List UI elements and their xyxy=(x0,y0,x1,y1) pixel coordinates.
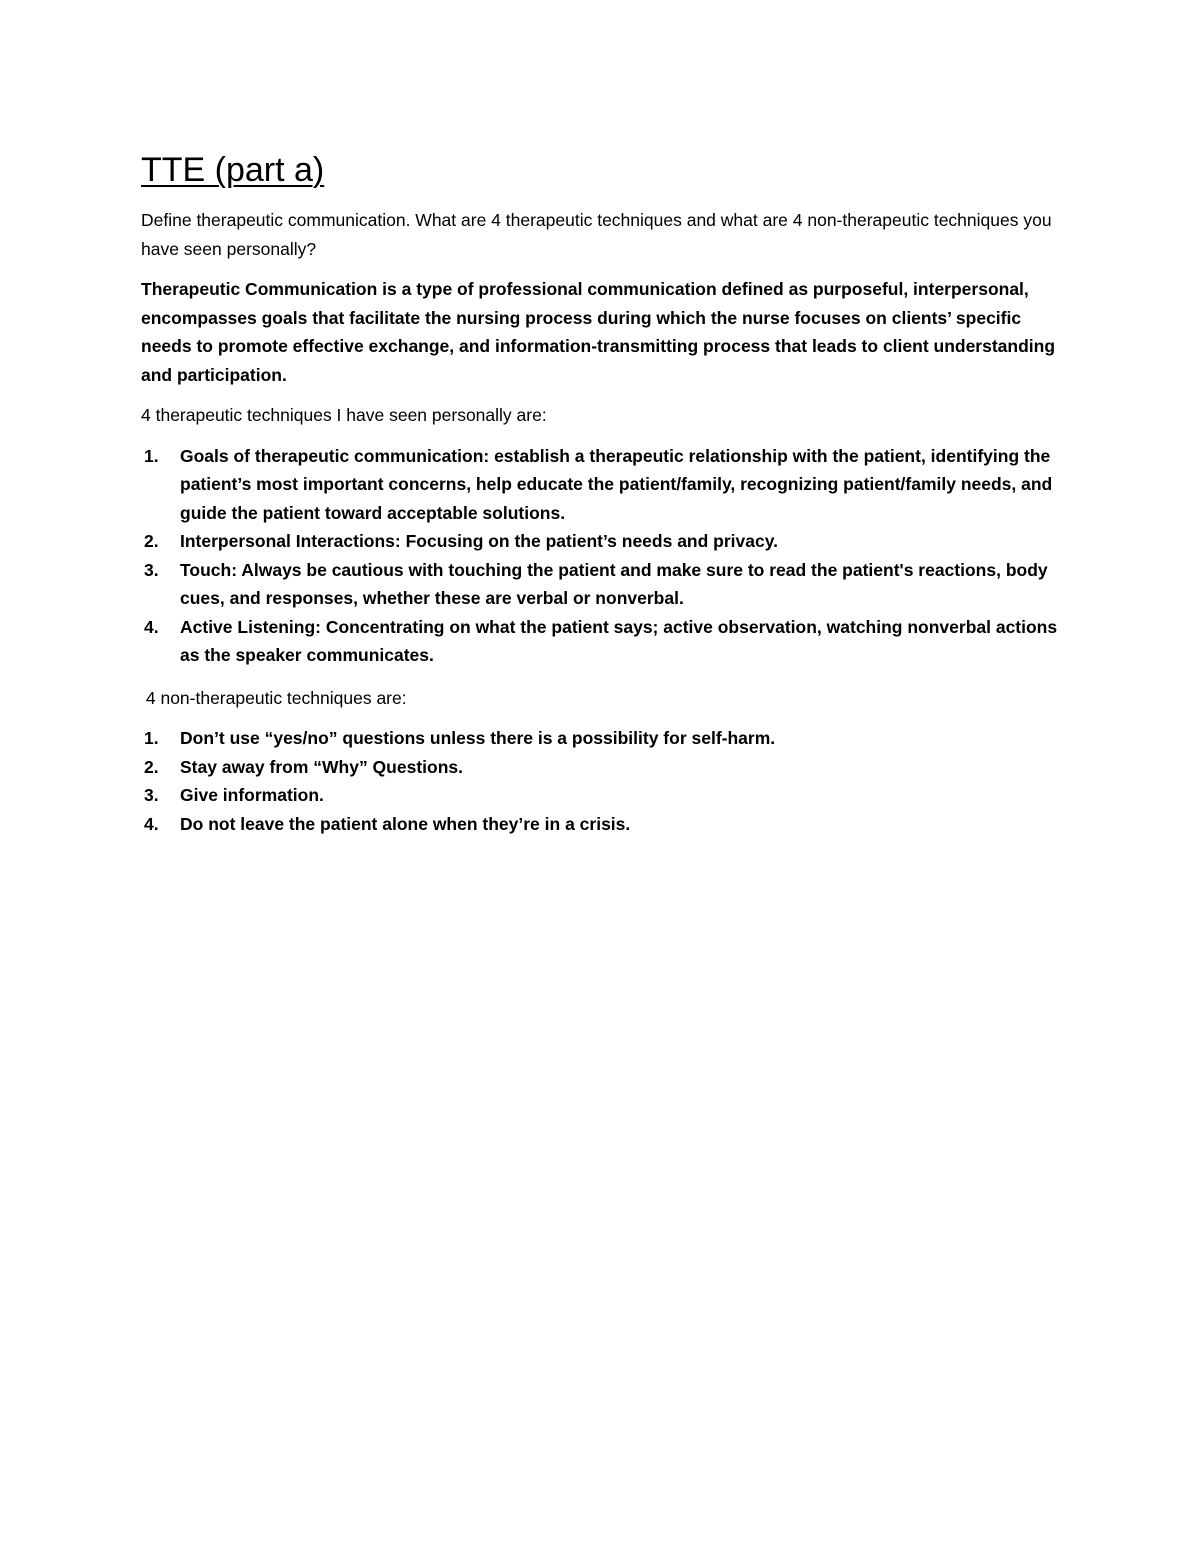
list-item xyxy=(141,753,1061,782)
list-item xyxy=(141,613,1061,670)
therapeutic-intro: 4 therapeutic techniques I have seen personally are: xyxy=(141,405,547,425)
list-item xyxy=(141,781,1061,810)
list-item-number: 2. xyxy=(144,531,159,551)
list-item-text: Do not leave the patient alone when they’re in a crisis. xyxy=(180,813,631,834)
list-item xyxy=(141,724,1061,753)
list-item-number: 1. xyxy=(144,728,159,748)
document-page xyxy=(141,148,1061,852)
definition-paragraph: Therapeutic Communication is a type of professional communication defined as purposeful, interpersonal, encompasses goals that facilitate the nursing process during which the nurse focuses on clients’ specific needs to promote effective exchange, and information-transmitting process that leads to client understanding and participation. xyxy=(141,279,1056,385)
list-item-text: Interpersonal Interactions: Focusing on the patient’s needs and privacy. xyxy=(180,531,779,551)
list-item-text: Goals of therapeutic communication: establish a therapeutic relationship with the patient, identifying the patient’s most important concerns, help educate the patient/family, recognizing patient/family needs, and guide the patient toward acceptable solutions. xyxy=(180,445,1053,523)
list-item xyxy=(141,527,1061,556)
non-therapeutic-intro: 4 non-therapeutic techniques are: xyxy=(141,687,407,708)
list-item xyxy=(141,442,1061,528)
therapeutic-list xyxy=(141,442,1061,670)
list-item xyxy=(141,556,1061,613)
list-item-number: 4. xyxy=(144,616,159,637)
list-item-text: Active Listening: Concentrating on what the patient says; active observation, watching nonverbal actions as the speaker communicates. xyxy=(180,616,1058,665)
list-item-number: 3. xyxy=(144,785,159,805)
list-item xyxy=(141,810,1061,839)
list-item-number: 3. xyxy=(144,559,159,580)
list-item-text: Touch: Always be cautious with touching the patient and make sure to read the patient's reactions, body cues, and responses, whether these are verbal or nonverbal. xyxy=(180,559,1048,608)
list-item-text: Stay away from “Why” Questions. xyxy=(180,756,463,777)
list-item-number: 4. xyxy=(144,813,159,834)
list-item-text: Give information. xyxy=(180,785,324,805)
document-title: TTE (part a) xyxy=(141,151,325,189)
question-paragraph: Define therapeutic communication. What are 4 therapeutic techniques and what are 4 non-therapeutic techniques you have seen personally? xyxy=(141,210,1052,259)
list-item-number: 2. xyxy=(144,756,159,777)
list-item-number: 1. xyxy=(144,445,159,466)
non-therapeutic-list xyxy=(141,724,1061,838)
list-item-text: Don’t use “yes/no” questions unless there is a possibility for self-harm. xyxy=(180,728,776,748)
